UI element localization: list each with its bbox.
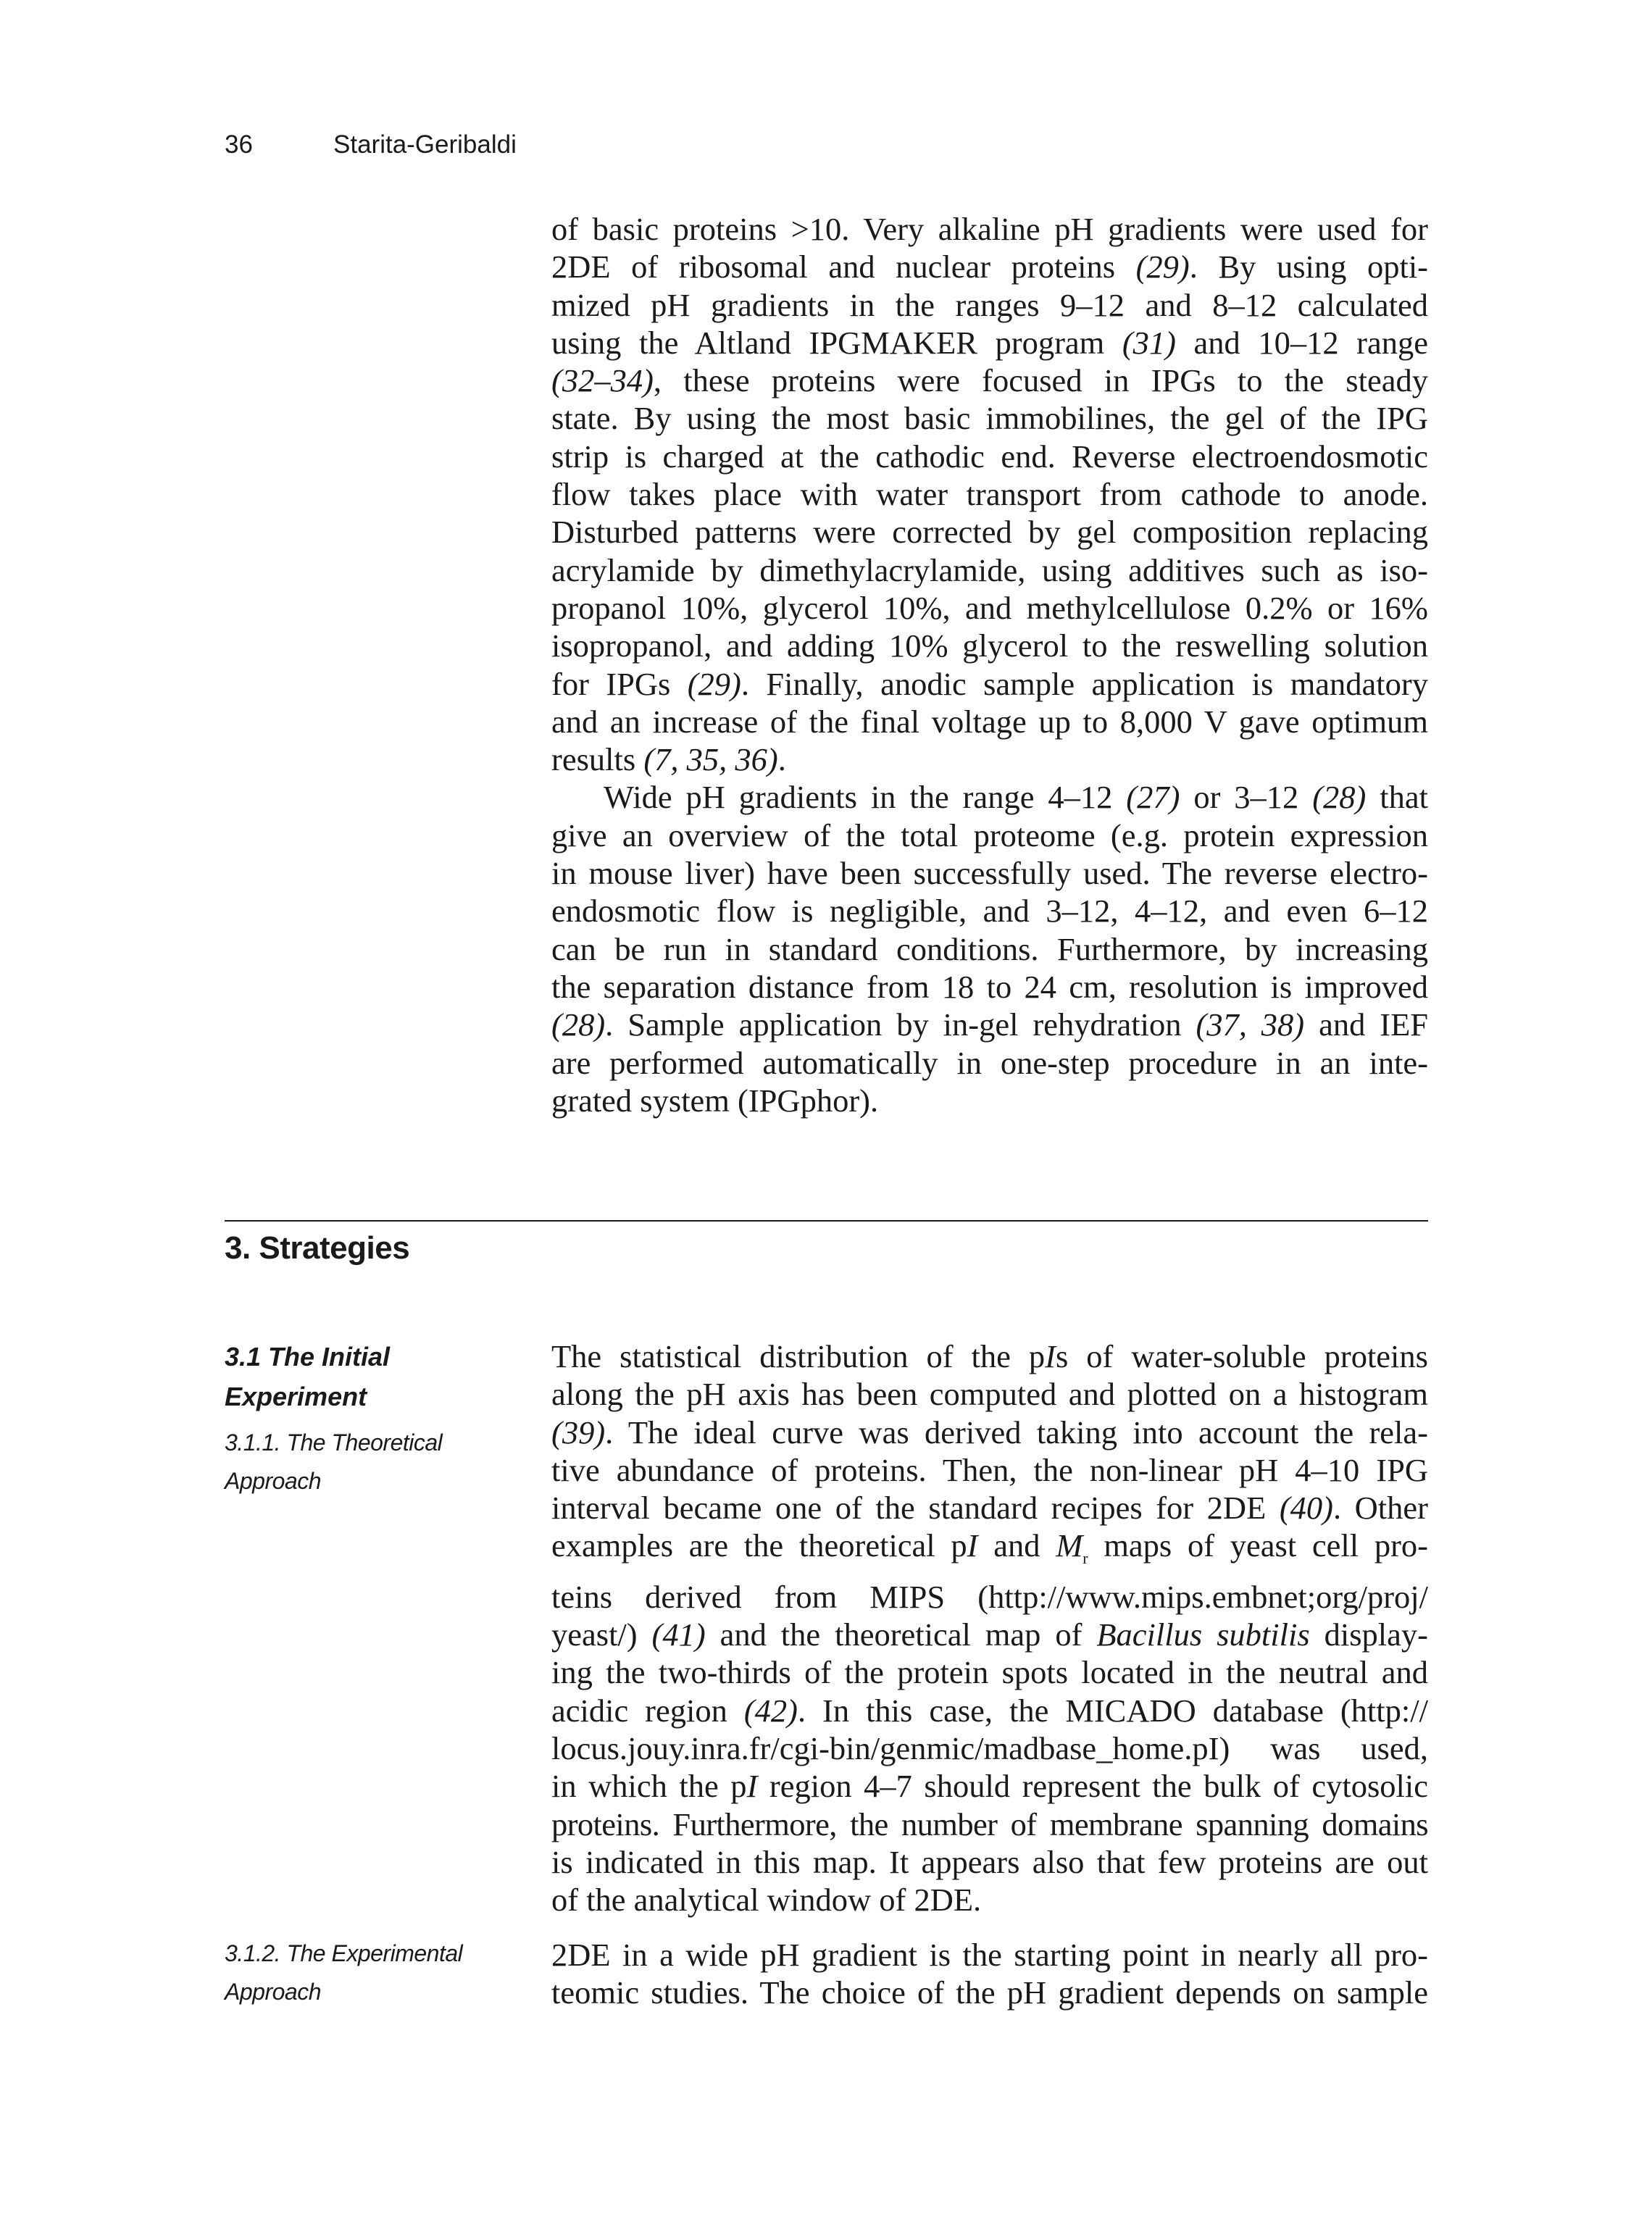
text-line: flow takes place with water transport from cathode to anode.: [551, 476, 1428, 513]
text-line: results (7, 35, 36).: [551, 741, 786, 778]
text-line: and an increase of the final voltage up to 8,000 V gave optimum: [551, 703, 1428, 740]
citation: (28): [551, 1006, 606, 1043]
text-line: acrylamide by dimethylacrylamide, using additives such as iso-: [551, 551, 1428, 588]
text-line: teomic studies. The choice of the pH gradient depends on sample: [551, 1974, 1428, 2011]
text-line: in mouse liver) have been successfully used. The reverse electro-: [551, 855, 1428, 892]
theoretical-approach-paragraph: [551, 1337, 1428, 1919]
text-line: proteins. Furthermore, the number of membrane spanning domains: [551, 1806, 1428, 1842]
citation: (28): [1312, 779, 1367, 816]
section-divider: [225, 1220, 1428, 1222]
text-line: can be run in standard conditions. Furthermore, by increasing: [551, 930, 1428, 967]
intro-paragraph: [551, 210, 1428, 1119]
text-line: (32–34), these proteins were focused in IPGs to the steady: [551, 362, 1428, 399]
text-line: 2DE of ribosomal and nuclear proteins (29). By using opti-: [551, 249, 1428, 285]
text-line: (28). Sample application by in-gel rehydration (37, 38) and IEF: [551, 1006, 1428, 1043]
subsection-heading-3-1-2: [225, 1934, 500, 2011]
subsubsection-heading-line: Approach: [225, 1979, 321, 2005]
text-line: grated system (IPGphor).: [551, 1082, 879, 1119]
text-line: 2DE in a wide pH gradient is the starting point in nearly all pro-: [551, 1937, 1428, 1973]
subsection-heading-3-1: [225, 1337, 500, 1500]
text-line: state. By using the most basic immobilines, the gel of the IPG: [551, 400, 1428, 437]
citation: (42): [743, 1692, 798, 1729]
text-line: teins derived from MIPS (http://www.mips.embnet;org/proj/: [551, 1578, 1428, 1615]
text-line: propanol 10%, glycerol 10%, and methylcellulose 0.2% or 16%: [551, 589, 1428, 626]
text-line: locus.jouy.inra.fr/cgi-bin/genmic/madbase_home.pI) was used,: [551, 1729, 1428, 1766]
text-line: The statistical distribution of the pIs of water-soluble proteins: [551, 1338, 1428, 1374]
text-line: Disturbed patterns were corrected by gel composition replacing: [551, 514, 1428, 551]
text-line: isopropanol, and adding 10% glycerol to the reswelling solution: [551, 627, 1428, 664]
text-line: for IPGs (29). Finally, anodic sample application is mandatory: [551, 665, 1428, 702]
text-line: endosmotic flow is negligible, and 3–12, 4–12, and even 6–12: [551, 893, 1428, 930]
species-name: Bacillus subtilis: [1096, 1616, 1310, 1653]
text-line: (39). The ideal curve was derived taking into account the rela-: [551, 1414, 1428, 1450]
citation: (39): [551, 1414, 606, 1450]
text-line: in which the pI region 4–7 should represent the bulk of cytosolic: [551, 1768, 1428, 1805]
experimental-approach-paragraph: [551, 1936, 1428, 2012]
citation: (31): [1122, 324, 1176, 361]
text-line: is indicated in this map. It appears also that few proteins are out: [551, 1843, 1428, 1880]
subsubsection-heading-line: 3.1.2. The Experimental: [225, 1940, 463, 1966]
text-line: acidic region (42). In this case, the MICADO database (http://: [551, 1692, 1428, 1729]
citation: (41): [651, 1616, 706, 1653]
text-line: are performed automatically in one-step procedure in an inte-: [551, 1044, 1428, 1081]
text-line: along the pH axis has been computed and plotted on a histogram: [551, 1376, 1428, 1413]
text-line: using the Altland IPGMAKER program (31) and 10–12 range: [551, 324, 1428, 361]
text-line: tive abundance of proteins. Then, the non-linear pH 4–10 IPG: [551, 1451, 1428, 1488]
section-title: 3. Strategies: [225, 1230, 410, 1266]
text-line: give an overview of the total proteome (e.g. protein expression: [551, 817, 1428, 853]
subsubsection-heading-line: Approach: [225, 1468, 321, 1494]
text-line: of the analytical window of 2DE.: [551, 1882, 982, 1919]
text-line: ing the two-thirds of the protein spots located in the neutral and: [551, 1654, 1428, 1691]
text-line: the separation distance from 18 to 24 cm, resolution is improved: [551, 968, 1428, 1005]
text-line: strip is charged at the cathodic end. Reverse electroendosmotic: [551, 438, 1428, 475]
page-number: 36: [225, 130, 253, 159]
text-line: of basic proteins >10. Very alkaline pH gradients were used for: [551, 211, 1428, 247]
running-header: [225, 130, 517, 159]
citation: (29): [687, 665, 741, 702]
subsection-heading-line: Experiment: [225, 1382, 367, 1411]
text-line: yeast/) (41) and the theoretical map of Bacillus subtilis display-: [551, 1616, 1428, 1653]
citation: (40): [1279, 1490, 1333, 1527]
text-line: mized pH gradients in the ranges 9–12 and 8–12 calculated: [551, 286, 1428, 323]
citation: (37, 38): [1196, 1006, 1305, 1043]
subsection-heading-line: 3.1 The Initial: [225, 1342, 391, 1372]
citation: (7, 35, 36): [643, 741, 778, 778]
text-line: interval became one of the standard recipes for 2DE (40). Other: [551, 1490, 1428, 1527]
citation: (32–34): [551, 362, 654, 399]
subsubsection-heading-line: 3.1.1. The Theoretical: [225, 1429, 443, 1456]
text-line: Wide pH gradients in the range 4–12 (27) or 3–12 (28) that: [604, 779, 1428, 816]
running-head-author: Starita-Geribaldi: [333, 130, 517, 159]
citation: (29): [1135, 249, 1190, 285]
text-line: examples are the theoretical pI and $M_r$ maps of yeast cell pro-: [551, 1527, 1428, 1568]
citation: (27): [1126, 779, 1180, 816]
